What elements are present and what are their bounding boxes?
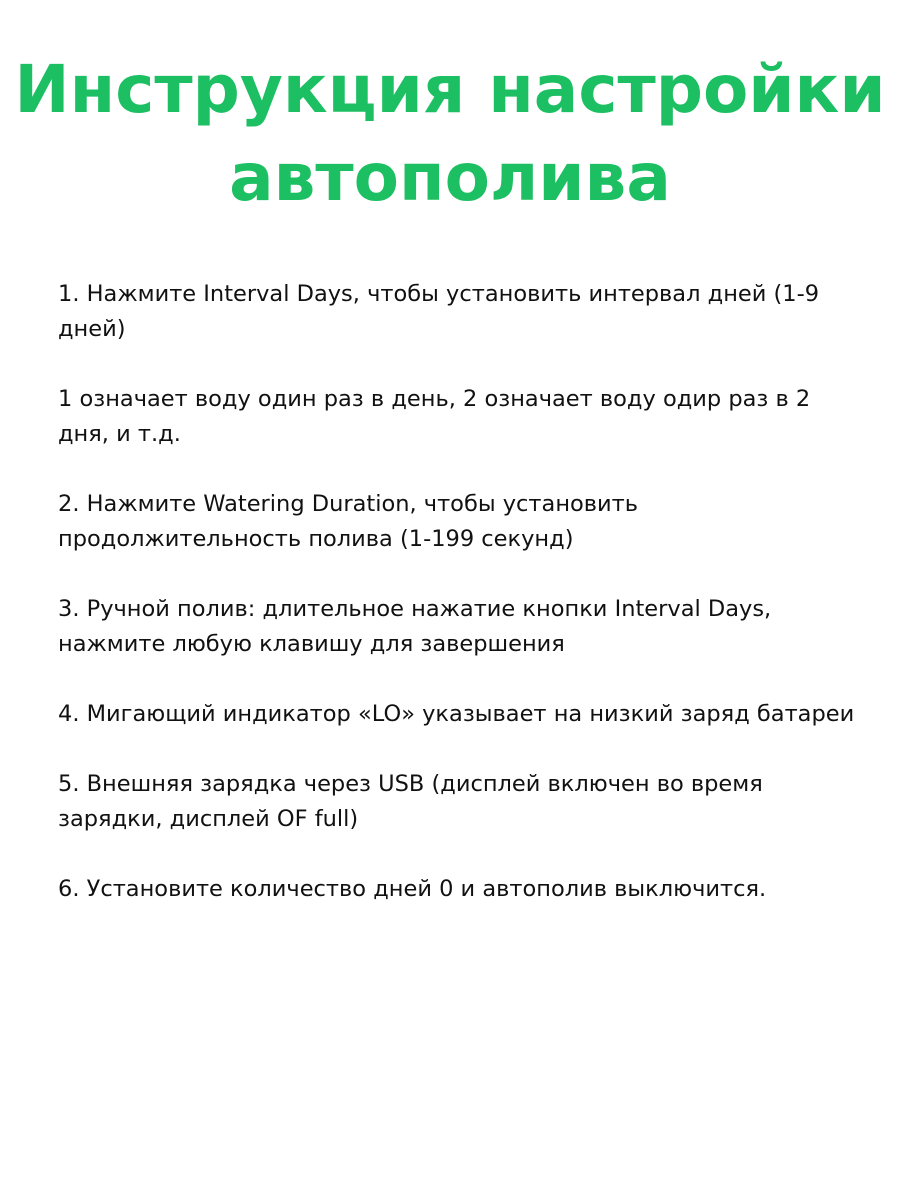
- instruction-step-usb-charging: 5. Внешняя зарядка через USB (дисплей включен во время зарядки, дисплей OF full): [58, 771, 763, 832]
- page-title-line-1: Инструкция настройки: [14, 51, 886, 128]
- instruction-step-low-battery: 4. Мигающий индикатор «LO» указывает на низкий заряд батареи: [58, 701, 855, 727]
- page-title-line-2: автополива: [229, 139, 671, 216]
- instruction-step-watering-duration: 2. Нажмите Watering Duration, чтобы установить продолжительность полива (1-199 секунд): [58, 491, 639, 552]
- instructions-list: [58, 277, 858, 942]
- instruction-step-interval-days: 1. Нажмите Interval Days, чтобы установить интервал дней (1-9 дней): [58, 281, 820, 342]
- instruction-step-manual-watering: 3. Ручной полив: длительное нажатие кнопки Interval Days, нажмите любую клавишу для завершения: [58, 596, 772, 657]
- instruction-step-disable: 6. Установите количество дней 0 и автополив выключится.: [58, 876, 767, 902]
- instruction-note-interval-meaning: 1 означает воду один раз в день, 2 означает воду одир раз в 2 дня, и т.д.: [58, 386, 811, 447]
- page-title: [10, 46, 890, 222]
